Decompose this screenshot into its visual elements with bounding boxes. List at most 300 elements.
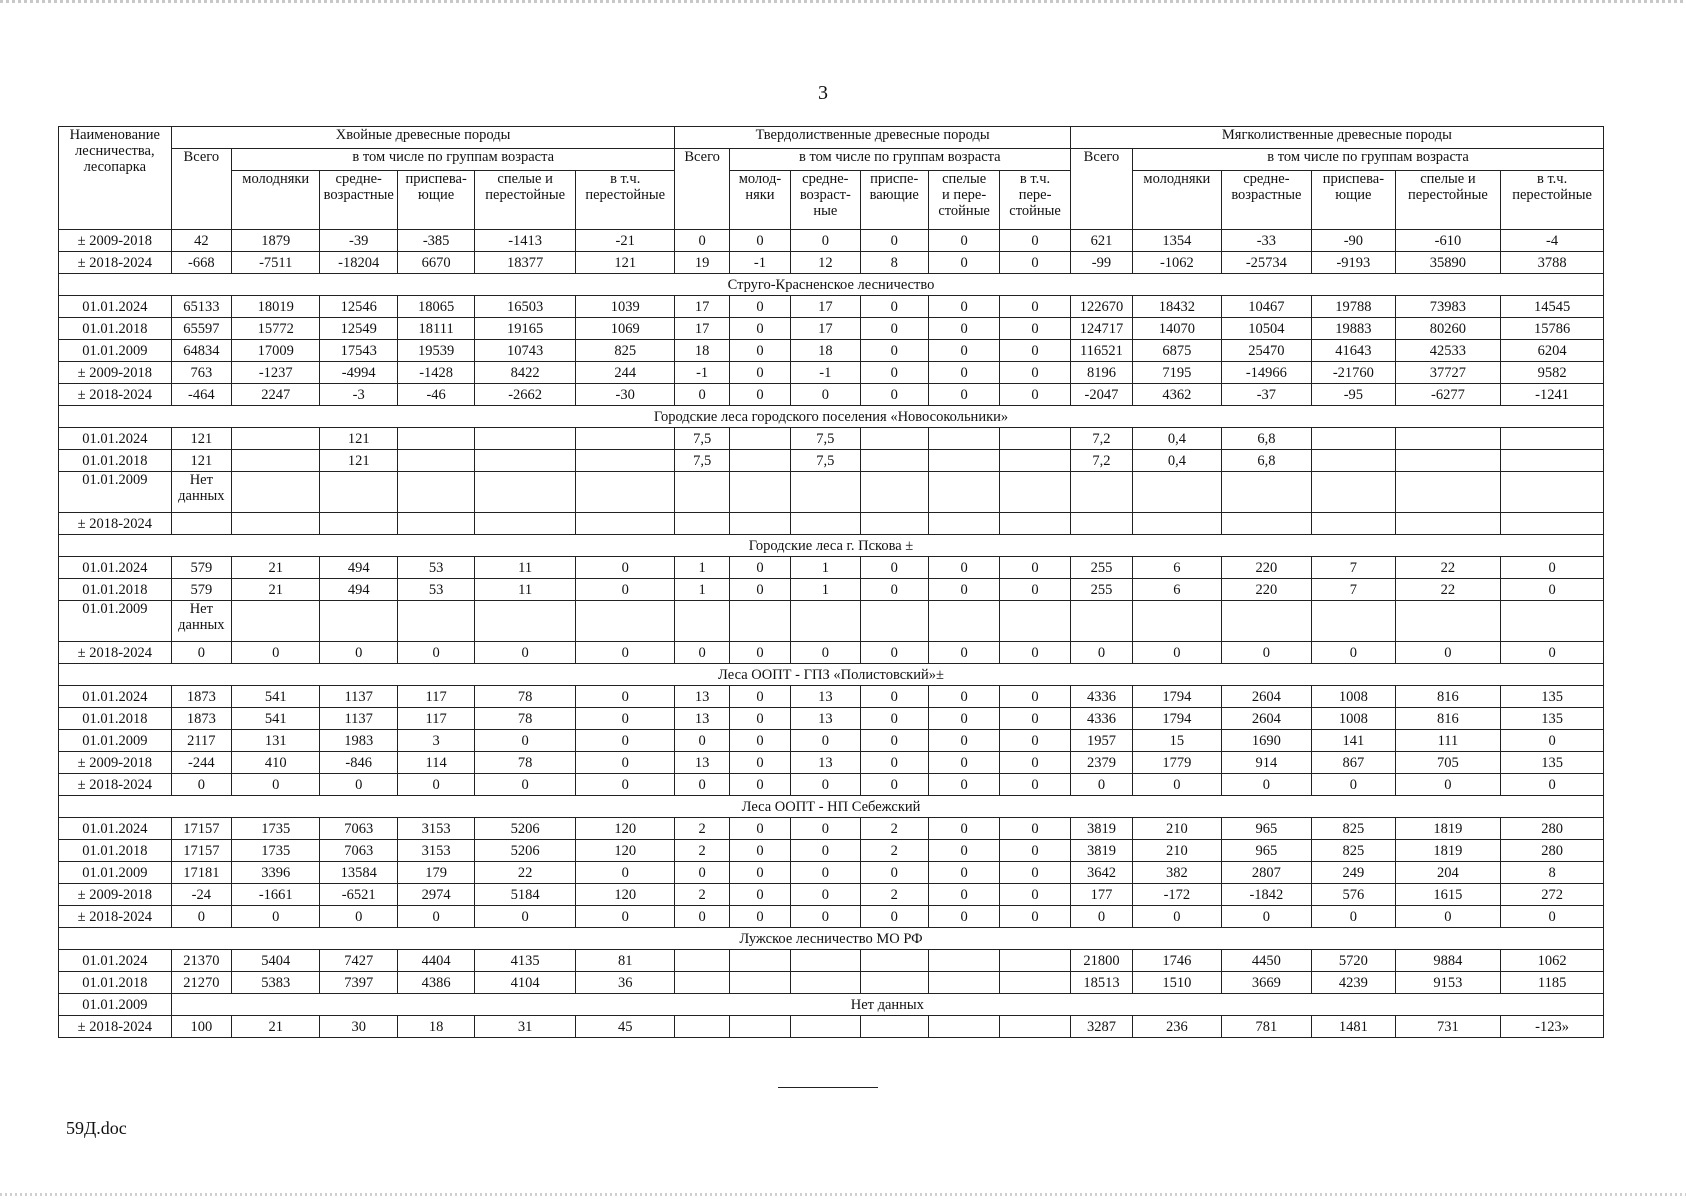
table-cell: [1221, 513, 1312, 535]
table-cell: 0: [928, 362, 999, 384]
table-cell: 42533: [1395, 340, 1501, 362]
table-cell: 0: [791, 642, 860, 664]
table-cell: 0: [860, 752, 928, 774]
table-cell: 2379: [1070, 752, 1132, 774]
header-conifer-age-col-1: средне- возрастные: [320, 171, 397, 230]
header-softwood-age-col-3: спелые и перестойные: [1395, 171, 1501, 230]
table-cell: 0: [397, 906, 474, 928]
table-cell: 17157: [171, 818, 231, 840]
table-cell: 0: [171, 642, 231, 664]
table-cell: 0: [1133, 774, 1222, 796]
table-cell: [675, 472, 729, 513]
table-cell: 0: [860, 862, 928, 884]
table-cell: -1842: [1221, 884, 1312, 906]
table-cell: 42: [171, 230, 231, 252]
table-row: [59, 296, 1604, 318]
table-cell: 0: [729, 296, 790, 318]
table-cell: 8196: [1070, 362, 1132, 384]
table-cell: 18: [397, 1016, 474, 1038]
table-cell: 18019: [231, 296, 320, 318]
table-body: [59, 230, 1604, 1038]
table-cell: -14966: [1221, 362, 1312, 384]
table-row: [59, 230, 1604, 252]
table-cell: 1: [791, 557, 860, 579]
section-row: [59, 928, 1604, 950]
table-cell: 0: [1000, 579, 1070, 601]
table-cell: 65133: [171, 296, 231, 318]
footer-divider: [778, 1087, 878, 1088]
table-cell: 124717: [1070, 318, 1132, 340]
table-cell: 0: [1000, 884, 1070, 906]
row-label: ± 2009-2018: [59, 752, 172, 774]
table-cell: 541: [231, 708, 320, 730]
table-row: [59, 384, 1604, 406]
table-cell: [1000, 428, 1070, 450]
table-cell: 1873: [171, 686, 231, 708]
table-cell: 0: [928, 557, 999, 579]
table-cell: 21: [231, 557, 320, 579]
table-cell: 121: [320, 428, 397, 450]
table-cell: 0: [1395, 642, 1501, 664]
table-cell: 0: [729, 708, 790, 730]
table-cell: -21: [575, 230, 675, 252]
table-cell: [1501, 450, 1604, 472]
table-cell: [791, 972, 860, 994]
table-cell: 0: [575, 730, 675, 752]
table-cell: [231, 450, 320, 472]
table-cell: 6670: [397, 252, 474, 274]
table-cell: 0: [1000, 296, 1070, 318]
table-cell: -6521: [320, 884, 397, 906]
table-cell: [928, 472, 999, 513]
table-cell: 0: [860, 362, 928, 384]
table-cell: -18204: [320, 252, 397, 274]
table-cell: [928, 513, 999, 535]
table-cell: -244: [171, 752, 231, 774]
table-cell: 0: [675, 774, 729, 796]
row-label: 01.01.2009: [59, 340, 172, 362]
table-cell: 0: [860, 906, 928, 928]
table-cell: [729, 972, 790, 994]
table-cell: 13: [675, 752, 729, 774]
table-cell: 135: [1501, 708, 1604, 730]
table-cell: [1312, 513, 1395, 535]
table-cell: -4: [1501, 230, 1604, 252]
table-cell: 22: [1395, 557, 1501, 579]
row-label: 01.01.2018: [59, 708, 172, 730]
table-cell: 3669: [1221, 972, 1312, 994]
table-cell: [729, 513, 790, 535]
header-softwood-age-col-2: приспева- ющие: [1312, 171, 1395, 230]
row-label: ± 2018-2024: [59, 1016, 172, 1038]
table-row: [59, 642, 1604, 664]
row-label: 01.01.2009: [59, 862, 172, 884]
table-cell: 0: [729, 906, 790, 928]
table-cell: [1070, 472, 1132, 513]
table-cell: -24: [171, 884, 231, 906]
table-cell: [675, 1016, 729, 1038]
table-cell: -1241: [1501, 384, 1604, 406]
table-cell: 12: [791, 252, 860, 274]
table-cell: 0: [1000, 708, 1070, 730]
table-cell: 220: [1221, 557, 1312, 579]
header-softwood-group: Мягколиственные древесные породы: [1070, 127, 1603, 149]
table-cell: -1062: [1133, 252, 1222, 274]
table-cell: 5404: [231, 950, 320, 972]
table-cell: 120: [575, 884, 675, 906]
table-cell: 0: [1000, 862, 1070, 884]
table-cell: 18111: [397, 318, 474, 340]
table-cell: 4386: [397, 972, 474, 994]
table-cell: 12546: [320, 296, 397, 318]
table-cell: 19539: [397, 340, 474, 362]
table-cell: -1: [791, 362, 860, 384]
table-cell: [860, 950, 928, 972]
table-cell: 7195: [1133, 362, 1222, 384]
doc-filename: 59Д.doc: [66, 1118, 127, 1138]
table-cell: 121: [171, 450, 231, 472]
table-cell: [729, 472, 790, 513]
table-cell: 0: [320, 906, 397, 928]
table-cell: 1819: [1395, 818, 1501, 840]
scan-edge-bottom: [0, 1193, 1686, 1196]
table-cell: 64834: [171, 340, 231, 362]
header-conifer-age-groups: в том числе по группам возраста: [231, 149, 675, 171]
header-hardwood-age-groups: в том числе по группам возраста: [729, 149, 1070, 171]
table-cell: [1000, 601, 1070, 642]
table-cell: -610: [1395, 230, 1501, 252]
table-cell: 1819: [1395, 840, 1501, 862]
table-cell: 111: [1395, 730, 1501, 752]
table-cell: [475, 513, 576, 535]
table-cell: 0: [475, 730, 576, 752]
scan-edge-top: [0, 0, 1686, 3]
row-label: ± 2018-2024: [59, 774, 172, 796]
row-label: ± 2009-2018: [59, 230, 172, 252]
table-cell: 816: [1395, 708, 1501, 730]
table-row: [59, 818, 1604, 840]
table-cell: 3153: [397, 840, 474, 862]
table-cell: 141: [1312, 730, 1395, 752]
table-cell: 21370: [171, 950, 231, 972]
table-cell: 6: [1133, 579, 1222, 601]
table-cell: 0: [729, 752, 790, 774]
table-cell: 0: [1395, 906, 1501, 928]
table-row: [59, 752, 1604, 774]
table-cell: -1: [675, 362, 729, 384]
table-cell: 17: [791, 296, 860, 318]
table-cell: 2604: [1221, 708, 1312, 730]
table-cell: 0: [1221, 774, 1312, 796]
table-cell: 965: [1221, 840, 1312, 862]
row-label: ± 2018-2024: [59, 906, 172, 928]
table-cell: 13: [791, 686, 860, 708]
table-cell: [675, 513, 729, 535]
table-cell: 1690: [1221, 730, 1312, 752]
table-cell: 13: [675, 686, 729, 708]
table-cell: 1615: [1395, 884, 1501, 906]
table-cell: 7063: [320, 840, 397, 862]
table-cell: 19883: [1312, 318, 1395, 340]
table-cell: -385: [397, 230, 474, 252]
table-cell: 382: [1133, 862, 1222, 884]
table-cell: 1137: [320, 686, 397, 708]
header-conifer-group: Хвойные древесные породы: [171, 127, 675, 149]
table-cell: 867: [1312, 752, 1395, 774]
table-cell: 0: [860, 686, 928, 708]
table-cell: 4135: [475, 950, 576, 972]
table-cell: 0: [928, 818, 999, 840]
table-cell: 0: [1000, 318, 1070, 340]
table-cell: -33: [1221, 230, 1312, 252]
table-cell: 11: [475, 557, 576, 579]
table-cell: -21760: [1312, 362, 1395, 384]
table-cell: 0: [575, 774, 675, 796]
table-cell: 22: [1395, 579, 1501, 601]
table-cell: 4239: [1312, 972, 1395, 994]
table-cell: -46: [397, 384, 474, 406]
table-cell: 249: [1312, 862, 1395, 884]
table-row: [59, 774, 1604, 796]
table-row: [59, 362, 1604, 384]
header-hardwood-group: Твердолиственные древесные породы: [675, 127, 1070, 149]
table-cell: [928, 1016, 999, 1038]
table-cell: 13584: [320, 862, 397, 884]
table-cell: 0: [675, 862, 729, 884]
table-cell: 1794: [1133, 686, 1222, 708]
table-cell: [675, 950, 729, 972]
table-cell: [729, 428, 790, 450]
table-cell: -172: [1133, 884, 1222, 906]
section-row: [59, 274, 1604, 296]
table-cell: 576: [1312, 884, 1395, 906]
table-cell: 16503: [475, 296, 576, 318]
table-cell: 0,4: [1133, 450, 1222, 472]
table-cell: [729, 450, 790, 472]
table-cell: 3788: [1501, 252, 1604, 274]
row-label: 01.01.2018: [59, 579, 172, 601]
table-cell: 1879: [231, 230, 320, 252]
table-cell: 179: [397, 862, 474, 884]
table-cell: 78: [475, 708, 576, 730]
table-cell: 17009: [231, 340, 320, 362]
table-cell: 0: [575, 708, 675, 730]
table-cell: [928, 950, 999, 972]
table-cell: 0: [575, 752, 675, 774]
table-cell: 0: [860, 642, 928, 664]
table-cell: [575, 428, 675, 450]
table-cell: 0: [860, 318, 928, 340]
header-hardwood-age-col-4: в т.ч. пере- стойные: [1000, 171, 1070, 230]
table-cell: [860, 428, 928, 450]
header-hardwood-age-col-2: приспе- вающие: [860, 171, 928, 230]
table-cell: 0: [860, 230, 928, 252]
table-cell: 280: [1501, 818, 1604, 840]
table-cell: 6: [1133, 557, 1222, 579]
table-cell: 2: [860, 818, 928, 840]
table-cell: [1395, 601, 1501, 642]
table-row: [59, 994, 1604, 1016]
table-cell: 21270: [171, 972, 231, 994]
table-cell: 21: [231, 1016, 320, 1038]
table-cell: 0: [928, 579, 999, 601]
table-cell: 210: [1133, 818, 1222, 840]
table-cell: -4994: [320, 362, 397, 384]
table-cell: 6204: [1501, 340, 1604, 362]
table-cell: [791, 472, 860, 513]
section-title: Городские леса городского поселения «Новосокольники»: [59, 406, 1604, 428]
section-row: [59, 664, 1604, 686]
table-cell: 825: [1312, 818, 1395, 840]
row-label: 01.01.2018: [59, 318, 172, 340]
table-cell: 1: [675, 557, 729, 579]
table-cell: [397, 601, 474, 642]
table-cell: 0: [928, 252, 999, 274]
header-conifer-total: Всего: [171, 149, 231, 230]
table-cell: [1312, 601, 1395, 642]
row-label: 01.01.2024: [59, 818, 172, 840]
table-cell: 12549: [320, 318, 397, 340]
table-cell: [475, 428, 576, 450]
table-cell: 0: [675, 730, 729, 752]
table-cell: 8: [1501, 862, 1604, 884]
table-row: [59, 862, 1604, 884]
table-cell: 3287: [1070, 1016, 1132, 1038]
table-cell: 0: [1000, 252, 1070, 274]
table-cell: 17181: [171, 862, 231, 884]
header-hardwood-age-col-3: спелые и пере- стойные: [928, 171, 999, 230]
table-cell: 763: [171, 362, 231, 384]
header-softwood-age-groups: в том числе по группам возраста: [1133, 149, 1604, 171]
table-cell: [860, 450, 928, 472]
table-cell: 4336: [1070, 686, 1132, 708]
table-cell: [928, 428, 999, 450]
table-cell: 0: [1000, 384, 1070, 406]
table-cell: 8: [860, 252, 928, 274]
table-cell: 36: [575, 972, 675, 994]
table-cell: 121: [575, 252, 675, 274]
row-label: 01.01.2018: [59, 450, 172, 472]
table-cell: 1873: [171, 708, 231, 730]
table-cell: -3: [320, 384, 397, 406]
table-row: [59, 450, 1604, 472]
header-conifer-age-col-0: молодняки: [231, 171, 320, 230]
table-cell: [729, 601, 790, 642]
table-cell: [320, 513, 397, 535]
row-label: 01.01.2009: [59, 730, 172, 752]
table-cell: [1000, 450, 1070, 472]
table-cell: 0: [928, 752, 999, 774]
table-cell: 0: [729, 230, 790, 252]
table-cell: 6,8: [1221, 450, 1312, 472]
table-cell: 7,2: [1070, 450, 1132, 472]
table-cell: 0: [171, 774, 231, 796]
table-cell: 2974: [397, 884, 474, 906]
table-cell: 0: [1000, 642, 1070, 664]
table-cell: 17: [791, 318, 860, 340]
header-softwood-total: Всего: [1070, 149, 1132, 230]
table-cell: 114: [397, 752, 474, 774]
table-cell: 1008: [1312, 686, 1395, 708]
table-cell: 0: [729, 579, 790, 601]
table-cell: 0: [928, 840, 999, 862]
table-cell: 4104: [475, 972, 576, 994]
section-row: [59, 796, 1604, 818]
table-cell: 35890: [1395, 252, 1501, 274]
table-cell: -90: [1312, 230, 1395, 252]
row-label: ± 2018-2024: [59, 642, 172, 664]
table-row: [59, 686, 1604, 708]
table-cell: 731: [1395, 1016, 1501, 1038]
table-cell: 0: [791, 884, 860, 906]
table-cell: [397, 450, 474, 472]
table-cell: 17: [675, 318, 729, 340]
table-cell: 0: [1501, 579, 1604, 601]
table-cell: 0: [729, 686, 790, 708]
section-row: [59, 535, 1604, 557]
table-cell: 0: [860, 730, 928, 752]
table-cell: 781: [1221, 1016, 1312, 1038]
table-cell: 0: [928, 296, 999, 318]
table-cell: 7,5: [791, 428, 860, 450]
table-cell: 18065: [397, 296, 474, 318]
table-row: [59, 950, 1604, 972]
table-cell: 135: [1501, 752, 1604, 774]
table-cell: 0: [231, 774, 320, 796]
table-cell: 1069: [575, 318, 675, 340]
table-cell: 0: [729, 362, 790, 384]
table-cell: 19788: [1312, 296, 1395, 318]
header-hardwood-age-col-0: молод- няки: [729, 171, 790, 230]
table-cell: [860, 1016, 928, 1038]
table-cell: 2: [675, 818, 729, 840]
table-cell: 0: [1312, 906, 1395, 928]
table-cell: 5720: [1312, 950, 1395, 972]
table-cell: 1510: [1133, 972, 1222, 994]
table-cell: -846: [320, 752, 397, 774]
table-cell: 1008: [1312, 708, 1395, 730]
table-cell: [1312, 428, 1395, 450]
table-cell: -1: [729, 252, 790, 274]
table-cell: 0: [675, 906, 729, 928]
row-label: 01.01.2009: [59, 994, 172, 1016]
table-cell: [320, 472, 397, 513]
table-cell: 0: [1501, 906, 1604, 928]
table-row: [59, 252, 1604, 274]
table-cell: [1501, 428, 1604, 450]
table-cell: [1501, 513, 1604, 535]
table-cell: 0: [729, 862, 790, 884]
table-row: [59, 840, 1604, 862]
table-cell: 965: [1221, 818, 1312, 840]
table-cell: 0: [729, 818, 790, 840]
table-cell: 0: [791, 384, 860, 406]
table-cell: 15786: [1501, 318, 1604, 340]
table-cell: [860, 972, 928, 994]
table-cell: [1000, 972, 1070, 994]
table-row: [59, 601, 1604, 642]
table-cell: 0: [729, 340, 790, 362]
table-cell: 0: [475, 906, 576, 928]
table-cell: 117: [397, 686, 474, 708]
table-cell: 0: [675, 384, 729, 406]
table-cell: 0: [231, 642, 320, 664]
table-cell: 117: [397, 708, 474, 730]
table-cell: 121: [171, 428, 231, 450]
table-cell: -25734: [1221, 252, 1312, 274]
table-row: [59, 972, 1604, 994]
table-cell: 0: [860, 557, 928, 579]
